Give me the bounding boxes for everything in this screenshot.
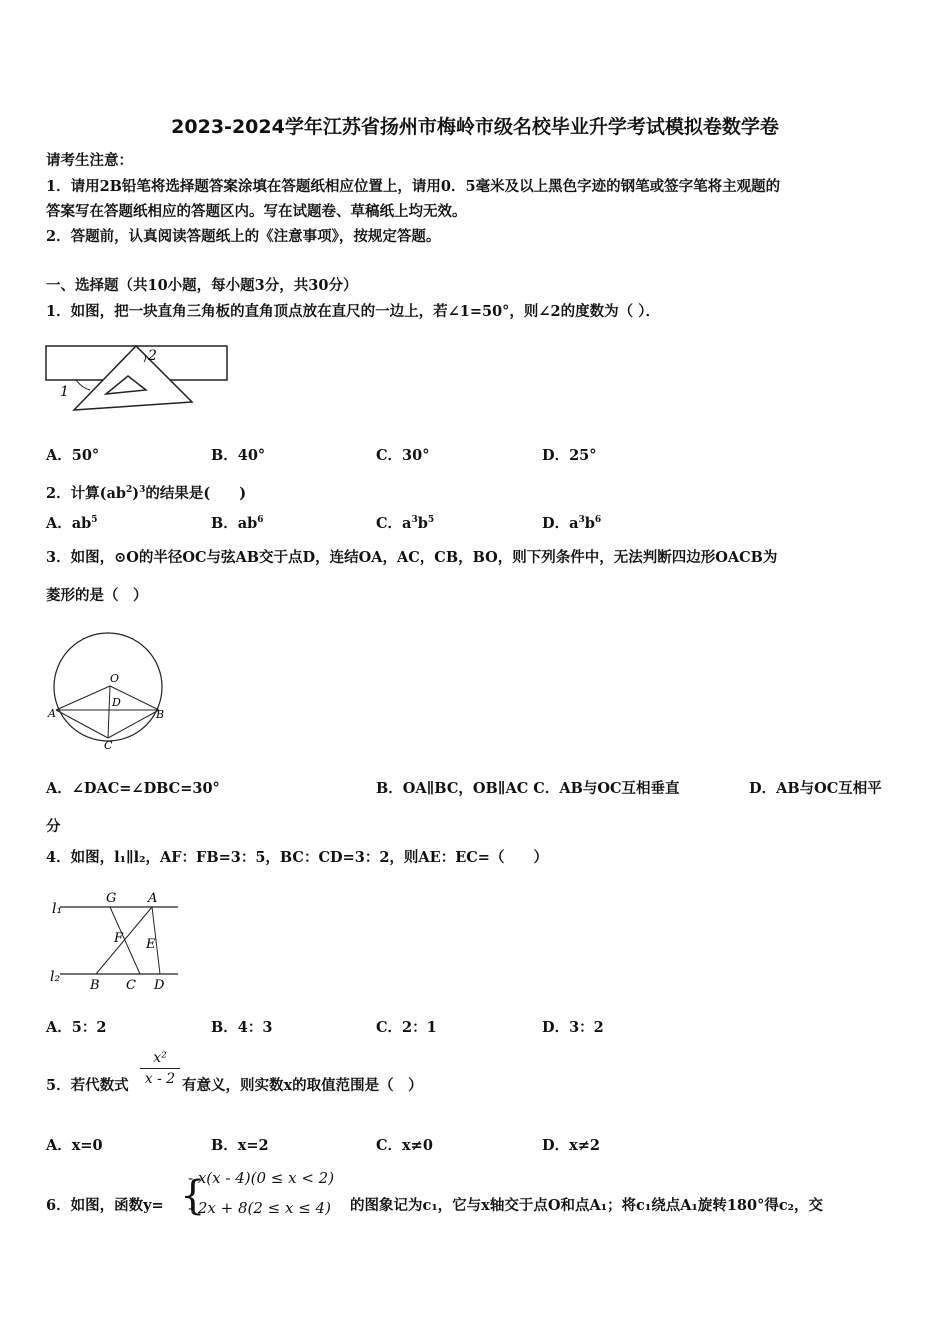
q5-option-c[interactable]: C．x≠0: [376, 1137, 433, 1154]
notice-line2: 2．答题前，认真阅读答题纸上的《注意事项》，按规定答题。: [46, 228, 441, 245]
label-f: F: [114, 931, 124, 946]
q4-stem: 4．如图，l₁∥l₂，AF：FB=3：5，BC：CD=3：2，则AE：EC=（ ）: [46, 849, 548, 866]
q6-stem-suffix: 的图象记为c₁，它与x轴交于点O和点A₁；将c₁绕点A₁旋转180°得c₂，交: [350, 1197, 824, 1214]
label-d: D: [112, 696, 121, 709]
q2-stem: 2．计算$(ab^2)^3$的结果是( ): [46, 484, 247, 502]
label-c: C: [104, 739, 113, 752]
label-c: C: [126, 978, 136, 993]
section-heading: 一、选择题（共10小题，每小题3分，共30分）: [46, 277, 358, 294]
piecewise-case-1: - x(x - 4)(0 ≤ x < 2): [188, 1169, 335, 1187]
notice-line1b: 答案写在答题纸相应的答题区内。写在试题卷、草稿纸上均无效。: [46, 203, 467, 220]
label-a: A: [48, 707, 56, 720]
q1-option-d[interactable]: D．25°: [542, 447, 597, 464]
q3-stem-line1: 3．如图，⊙O的半径OC与弦AB交于点D，连结OA，AC，CB，BO，则下列条件中，无法判断四边形OACB为: [46, 549, 778, 566]
fraction-denominator: x - 2: [144, 1071, 176, 1087]
q2-option-d[interactable]: D．$a^3b^6$: [542, 515, 602, 532]
angle1-arc: [76, 380, 90, 390]
label-b: B: [156, 708, 165, 721]
q2-option-a[interactable]: A．$ab^5$: [46, 515, 98, 532]
q1-option-b[interactable]: B．40°: [211, 447, 266, 464]
q5-fraction: [140, 1050, 180, 1087]
q1-option-c[interactable]: C．30°: [376, 447, 430, 464]
q5-option-d[interactable]: D．x≠2: [542, 1137, 600, 1154]
label-g: G: [106, 891, 117, 906]
page-title: 2023-2024学年江苏省扬州市梅岭市级名校毕业升学考试模拟卷数学卷: [171, 116, 779, 138]
q3-option-d-continued: 分: [46, 818, 61, 835]
q3-circle-figure: [44, 628, 174, 753]
segment-ab: [96, 907, 152, 974]
label-l1: l₁: [52, 901, 63, 917]
q4-option-d[interactable]: D．3：2: [542, 1019, 604, 1036]
q2-option-c[interactable]: C．$a^3b^5$: [376, 515, 435, 532]
q4-parallel-lines-figure: [44, 885, 184, 995]
notice-line1a: 1．请用2B铅笔将选择题答案涂填在答题纸相应位置上，请用0．5毫米及以上黑色字迹的钢笔或签字笔将主观题的: [46, 178, 781, 195]
label-d: D: [154, 978, 165, 993]
label-l2: l₂: [50, 969, 61, 985]
label-e: E: [146, 937, 156, 952]
q5-option-a[interactable]: A．x=0: [46, 1137, 103, 1154]
piecewise-case-2: - 2x + 8(2 ≤ x ≤ 4): [188, 1199, 331, 1217]
q3-option-b-c[interactable]: B．OA∥BC，OB∥AC C．AB与OC互相垂直: [376, 780, 680, 797]
q5-stem-suffix: 有意义，则实数x的取值范围是（ ）: [182, 1077, 423, 1094]
q2-option-b[interactable]: B．$ab^6$: [211, 515, 264, 532]
q5-stem-prefix: 5．若代数式: [46, 1077, 129, 1094]
q1-ruler-triangle-figure: [44, 340, 234, 420]
q4-option-a[interactable]: A．5：2: [46, 1019, 107, 1036]
q6-stem-prefix: 6．如图，函数y=: [46, 1197, 164, 1214]
piecewise-brace: {: [180, 1173, 206, 1219]
segment-bc: [108, 710, 159, 738]
q5-option-b[interactable]: B．x=2: [211, 1137, 269, 1154]
q1-option-a[interactable]: A．50°: [46, 447, 100, 464]
segment-oc: [108, 686, 110, 738]
fraction-numerator: x²: [140, 1050, 180, 1069]
triangle-shape: [74, 346, 192, 410]
label-o: O: [110, 672, 120, 685]
segment-oa: [56, 686, 110, 710]
label-a: A: [148, 891, 158, 906]
q3-option-d[interactable]: D．AB与OC互相平: [749, 780, 882, 797]
q4-option-b[interactable]: B．4：3: [211, 1019, 273, 1036]
notice-heading: 请考生注意：: [46, 152, 133, 169]
angle2-label: 2: [148, 348, 157, 364]
q3-stem-line2: 菱形的是（ ）: [46, 587, 148, 604]
q3-option-a[interactable]: A．∠DAC=∠DBC=30°: [46, 780, 220, 797]
q4-option-c[interactable]: C．2：1: [376, 1019, 437, 1036]
angle1-label: 1: [60, 384, 69, 400]
label-b: B: [90, 978, 100, 993]
q1-stem: 1．如图，把一块直角三角板的直角顶点放在直尺的一边上，若∠1=50°，则∠2的度数为（ ）．: [46, 303, 660, 320]
